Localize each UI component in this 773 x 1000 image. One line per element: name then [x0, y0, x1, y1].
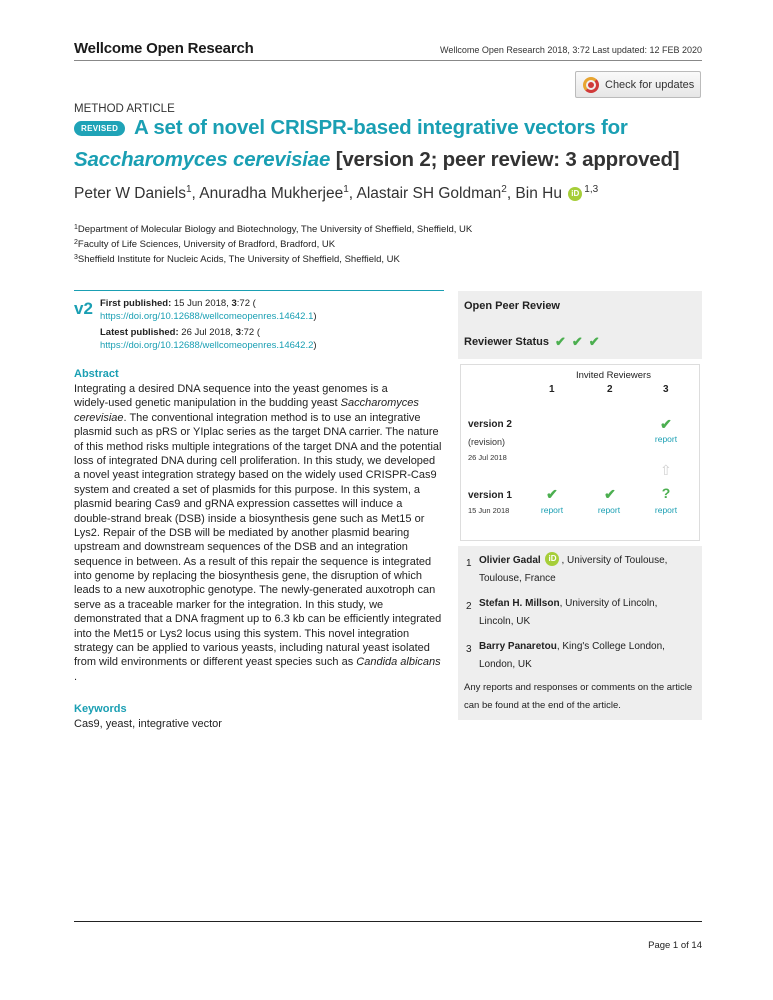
author-affiliation: 2 [501, 184, 507, 195]
report-link[interactable]: report [540, 505, 564, 515]
revised-badge: REVISED [74, 121, 125, 136]
latest-published-doi-link[interactable]: https://doi.org/10.12688/wellcomeopenres.14642.2 [100, 340, 314, 351]
approved-tick-icon: ✔ [571, 334, 583, 349]
approved-tick-icon: ✔ [604, 486, 616, 502]
report-link[interactable]: report [654, 434, 678, 444]
version-2-sub: (revision) [468, 437, 506, 447]
first-published: First published: 15 Jun 2018, 3:72 ( https://doi.org/10.12688/wellcomeopenres.14642.1) [100, 298, 317, 322]
abstract-line: demonstrated that a DNA fragment up to 6.3 kb can be efficiently integrated [74, 613, 442, 626]
section-divider [74, 290, 444, 291]
abstract-line: Integrating a desired DNA sequence into the yeast genomes is a [74, 383, 388, 395]
abstract-line: system and created a set of plasmids for this purpose. In this system, a [74, 483, 421, 496]
author-name[interactable]: , Anuradha Mukherjee [191, 185, 344, 202]
crossmark-icon [582, 76, 600, 94]
latest-published: Latest published: 26 Jul 2018, 3:72 ( https://doi.org/10.12688/wellcomeopenres.14642.2) [100, 327, 317, 351]
abstract-line: double-strand break (DSB) inside a biosynthesis gene such as Met15 or [74, 512, 425, 525]
abstract-line: leads to a new auxotrophic genotype. The newly-generated auxotroph can [74, 584, 436, 597]
title-version: [version 2; peer review: 3 approved] [335, 148, 680, 171]
page-number: Page 1 of 14 [648, 940, 702, 951]
version-2-label: version 2 [468, 419, 512, 430]
report-link[interactable]: report [654, 505, 678, 515]
abstract-line: strategy can be applied to various yeasts, including natural yeast isolated [74, 642, 430, 655]
check-for-updates-button[interactable] [575, 71, 701, 98]
reviewer-column-2: 2 [607, 384, 613, 395]
title-species: Saccharomyces cerevisiae [74, 148, 331, 171]
keywords-text: Cas9, yeast, integrative vector [74, 718, 222, 730]
abstract-line: sequence in between. As a result of this repair the sequence is integrated [74, 555, 432, 568]
author-name[interactable]: , Alastair SH Goldman [348, 185, 502, 202]
abstract-line: serve as a traceable marker for the integration. In this study, we [74, 598, 384, 611]
reviewer-status: Reviewer Status ✔ ✔ ✔ [464, 334, 600, 349]
report-link[interactable]: report [597, 505, 621, 515]
arrow-up-icon: ⇧ [660, 462, 672, 478]
author-name[interactable]: Peter W Daniels [74, 185, 186, 202]
reviewer-name[interactable]: Barry Panaretou [479, 641, 557, 652]
reviewer-item: 1 Olivier Gadal iD , University of Toulouse, Toulouse, France [466, 554, 668, 584]
affiliation-item: $^2$Faculty of Life Sciences, University of Bradford, Bradford, UK [74, 239, 336, 250]
footer-divider [74, 921, 702, 922]
question-icon: ? [661, 485, 671, 501]
author-name[interactable]: , Bin Hu [506, 185, 562, 202]
abstract-line: loss of integrated DNA during cell proliferation. In this study, we developed [74, 454, 436, 467]
article-title-line2 [74, 148, 679, 172]
author-affiliation: 1,3 [584, 184, 599, 195]
reviewer-item: 2 Stefan H. Millson, University of Lincoln, Lincoln, UK [466, 598, 658, 627]
check-updates-label: Check for updates [605, 78, 695, 91]
version-1-date: 15 Jun 2018 [468, 506, 510, 515]
reviewer-column-1: 1 [549, 384, 555, 395]
abstract-line: cerevisiae. The conventional integration method is to use an integrative [74, 411, 421, 424]
citation-line: Wellcome Open Research 2018, 3:72 Last updated: 12 FEB 2020 [439, 45, 702, 55]
affiliation-item: $^3$Sheffield Institute for Nucleic Acids, The University of Sheffield, Sheffield, UK [74, 254, 400, 265]
article-type: METHOD ARTICLE [74, 103, 175, 115]
approved-tick-icon: ✔ [554, 334, 566, 349]
abstract-line: . [74, 670, 78, 683]
abstract-line: plasmid such as pRS or YIplac series as the target DNA carrier. The nature [74, 426, 439, 439]
abstract-line: a novel yeast integration strategy based on the widely used CRISPR-Cas9 [74, 469, 437, 482]
article-title-line1: A set of novel CRISPR-based integrative vectors for [134, 116, 628, 139]
affiliations [74, 220, 472, 265]
abstract-line: into the Met15 or Lys2 locus using this system. This novel integration [74, 627, 410, 640]
version-label: v2 [74, 299, 93, 318]
first-published-doi-link[interactable]: https://doi.org/10.12688/wellcomeopenres.14642.1 [100, 311, 314, 322]
abstract-body [74, 382, 446, 684]
approved-tick-icon: ✔ [546, 486, 558, 502]
abstract-line: Lys2. Repair of the DSB will be mediated by another plasmid bearing [74, 526, 410, 539]
version-1-label: version 1 [468, 490, 512, 501]
abstract-line: widely-used genetic manipulation in the budding yeast Saccharomyces [74, 397, 419, 410]
reviewer-column-3: 3 [663, 384, 669, 395]
author-affiliation: 1 [185, 184, 192, 195]
journal-name: Wellcome Open Research [74, 40, 254, 57]
abstract-line: of this method risks multiple integrations of the target DNA and the potential [74, 440, 442, 453]
reviewer-name[interactable]: Stefan H. Millson [479, 598, 560, 609]
abstract-line: plasmid bearing Cas9 and gRNA expression cassettes will induce a [74, 498, 403, 511]
header-divider [74, 60, 702, 61]
abstract-heading: Abstract [74, 368, 119, 380]
affiliation-item: $^1$Department of Molecular Biology and Biotechnology, The University of Sheffield, Sheffield, UK [74, 224, 473, 235]
reports-note: Any reports and responses or comments on the article can be found at the end of the article. [464, 682, 693, 711]
approved-tick-icon: ✔ [588, 334, 600, 349]
abstract-line: from wild environments or different yeast species such as Candida albicans [74, 656, 441, 669]
invited-reviewers-heading: Invited Reviewers [576, 370, 651, 381]
abstract-line: into genome by replacing the biosynthesis gene, the disruption of which [74, 570, 422, 583]
author-list [74, 184, 598, 203]
approved-tick-icon: ✔ [660, 416, 672, 432]
reviewer-item: 3 Barry Panaretou, King's College London, London, UK [466, 641, 665, 670]
reviewer-name[interactable]: Olivier Gadal [479, 555, 541, 566]
abstract-line: upstream and downstream sequences of the DSB and an integration [74, 541, 408, 554]
version-2-date: 26 Jul 2018 [468, 453, 507, 462]
author-affiliation: 1 [343, 184, 349, 195]
keywords-heading: Keywords [74, 703, 127, 715]
peer-review-title: Open Peer Review [464, 300, 560, 312]
orcid-icon[interactable]: iD [568, 187, 582, 201]
orcid-icon[interactable]: iD [545, 552, 559, 566]
